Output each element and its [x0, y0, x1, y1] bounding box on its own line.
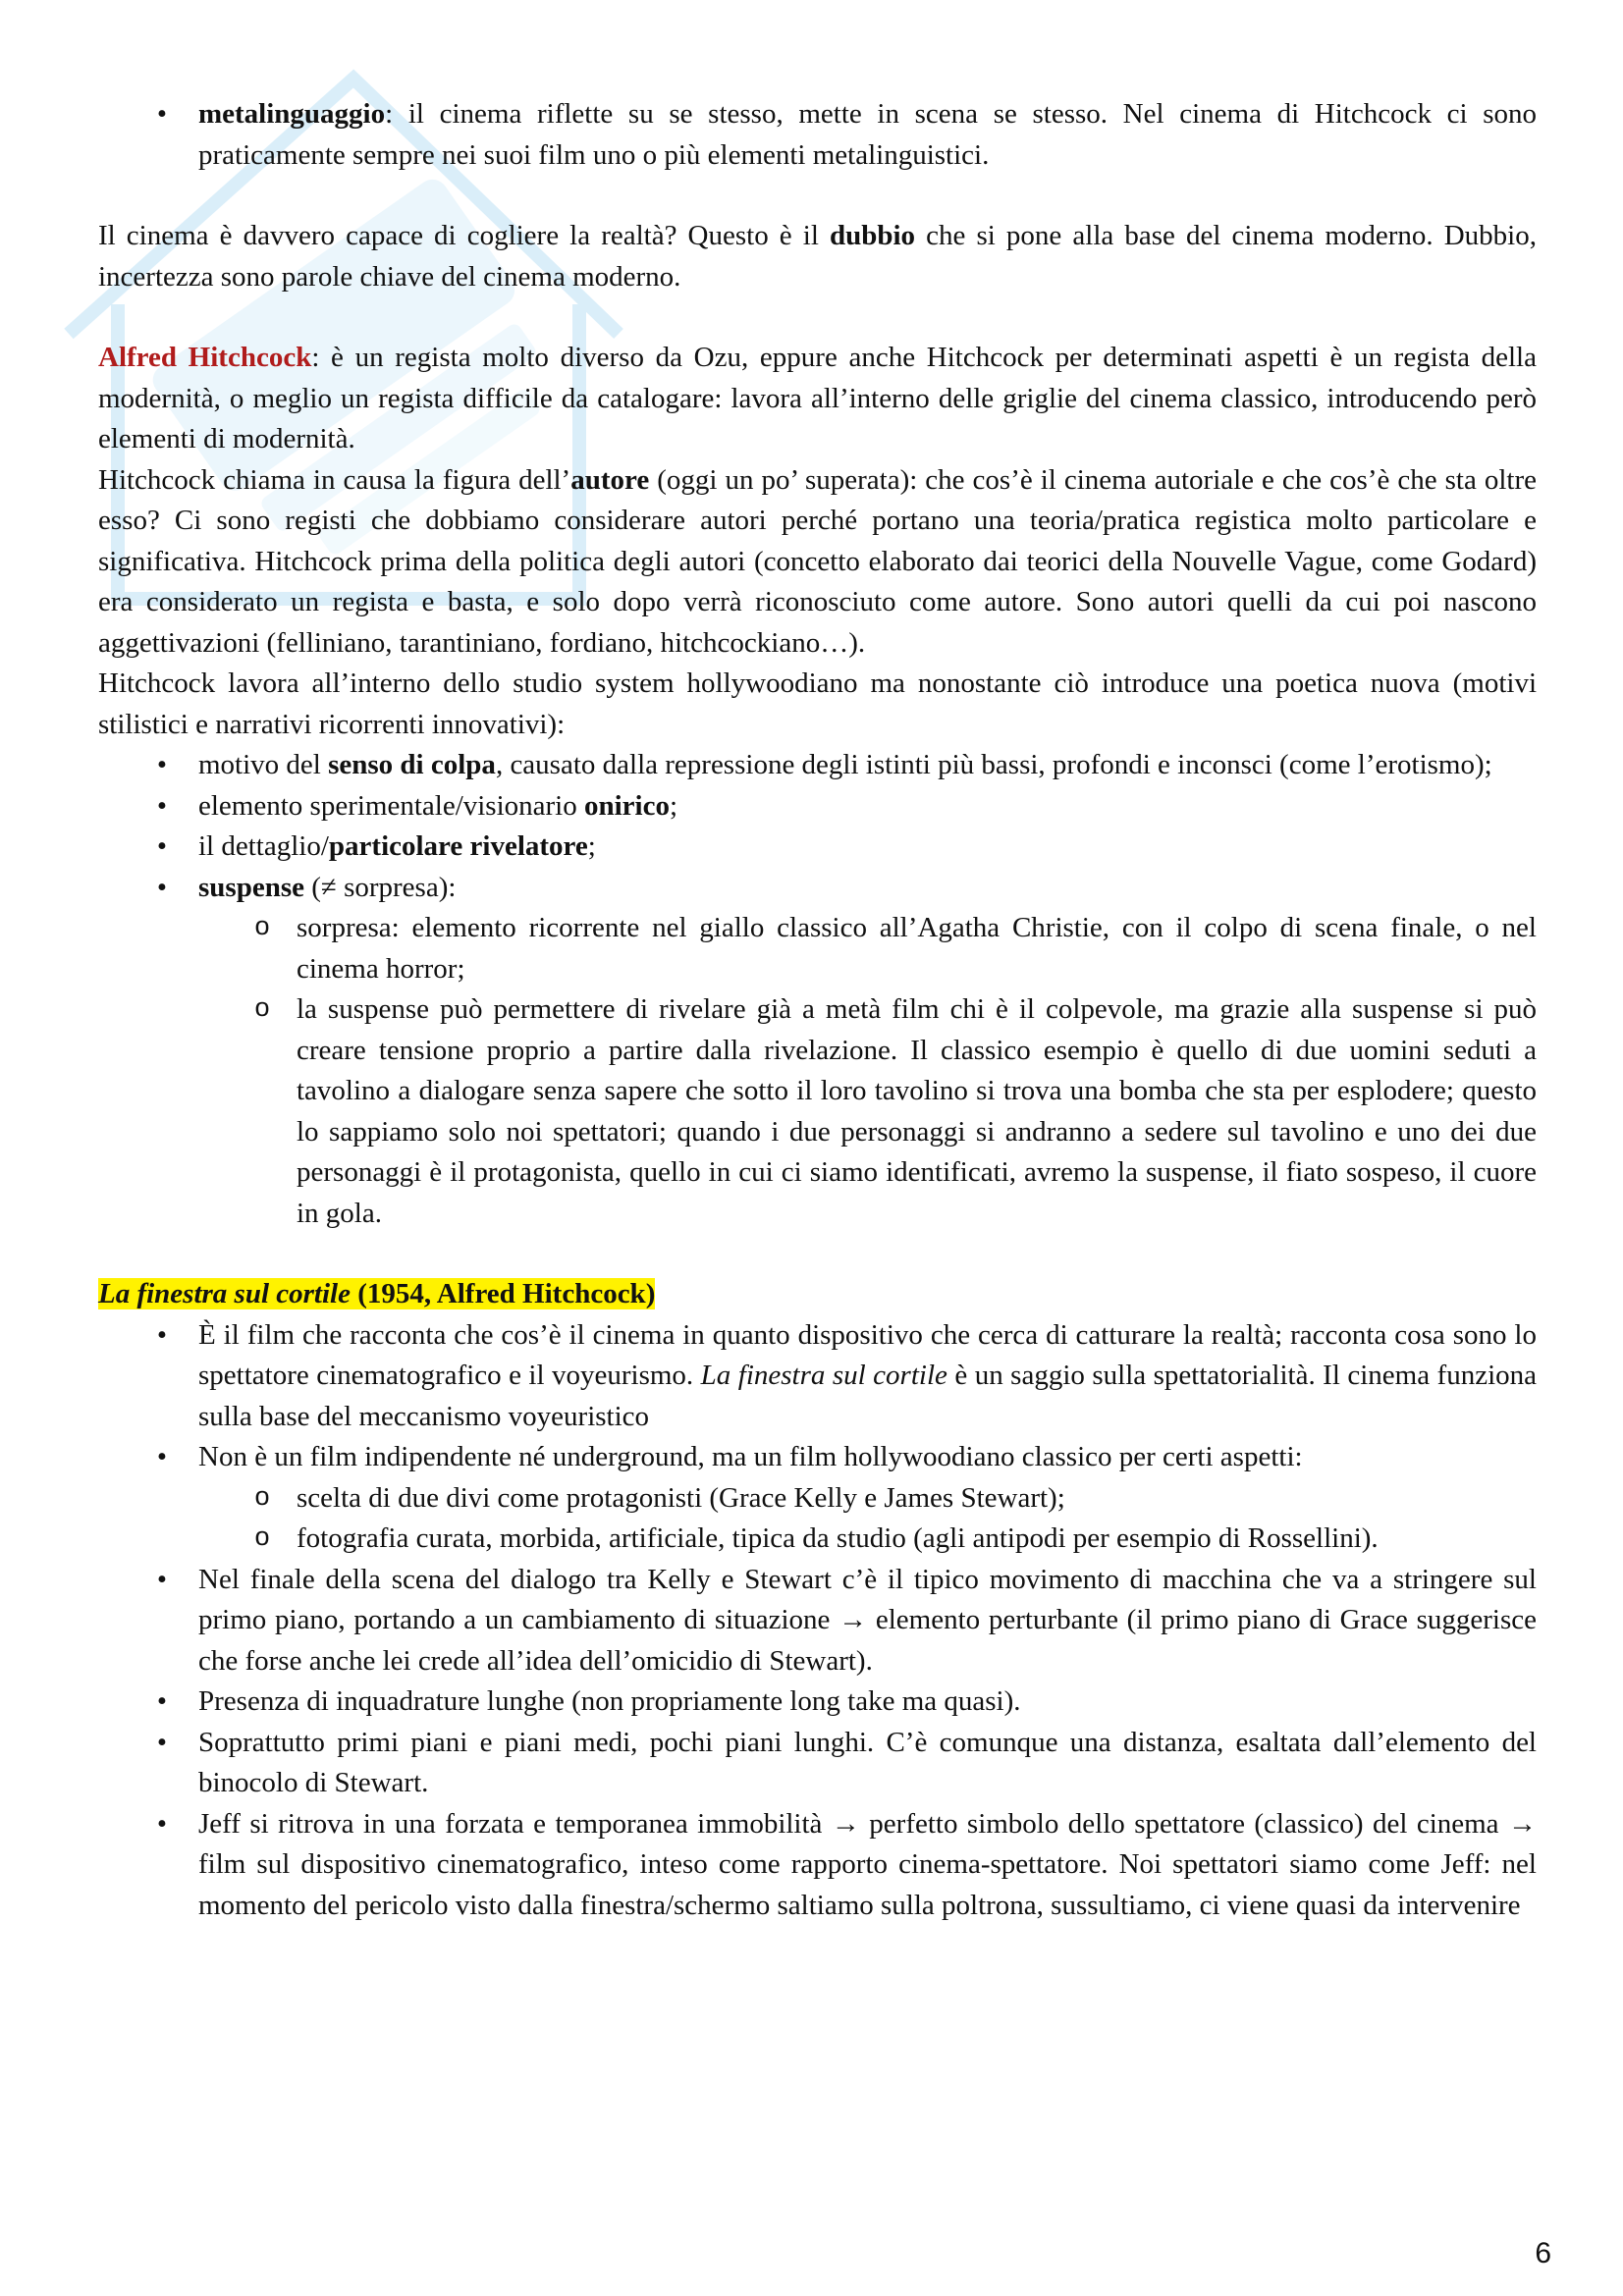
bullet: • — [156, 1563, 168, 1595]
document-page — [98, 94, 1537, 1926]
bullet: • — [156, 749, 168, 780]
list-item: • suspense (≠ sorpresa): — [98, 868, 1537, 909]
list-item: • È il film che racconta che cos’è il cinema in quanto dispositivo che cerca di catturare la realtà; racconta cosa sono lo spettatore cinematografico e il voyeurismo. La finestra sul cortile è un saggio sulla spettatorialità. Il cinema funziona sulla base del meccanismo voyeuristico — [98, 1315, 1537, 1438]
sub-list-item: o sorpresa: elemento ricorrente nel giallo classico all’Agatha Christie, con il colpo di scena finale, o nel cinema horror; — [98, 908, 1537, 989]
sub-list-item: o la suspense può permettere di rivelare già a metà film chi è il colpevole, ma grazie alla suspense si può creare tensione proprio a partire dalla rivelazione. Il classico esempio è quello di due uomini seduti a tavolino a dialogare senza sapere che sotto il loro tavolino si trova una bomba che sta per esplodere; questo lo sappiamo solo noi spettatori; quando i due personaggi si andranno a sedere sul tavolino e uno dei due personaggi è il protagonista, quello in cui ci siamo identificati, avremo la suspense, il fiato sospeso, il cuore in gola. — [98, 989, 1537, 1234]
list-item: • Nel finale della scena del dialogo tra Kelly e Stewart c’è il tipico movimento di macchina che va a stringere sul primo piano, portando a un cambiamento di situazione → elemento perturbante (il primo piano di Grace suggerisce che forse anche lei crede all’idea dell’omicidio di Stewart). — [98, 1560, 1537, 1682]
list-item: • il dettaglio/particolare rivelatore; — [98, 827, 1537, 868]
list-item: • Non è un film indipendente né underground, ma un film hollywoodiano classico per certi aspetti: — [98, 1437, 1537, 1478]
page-number: 6 — [1535, 2237, 1551, 2269]
bullet: • — [156, 98, 168, 130]
hitchcock-heading: Alfred Hitchcock — [98, 342, 312, 373]
list-item: • motivo del senso di colpa, causato dalla repressione degli istinti più bassi, profondi e inconsci (come l’erotismo); — [98, 745, 1537, 786]
bullet: • — [156, 1441, 168, 1472]
bullet: • — [156, 1685, 168, 1717]
bullet: • — [156, 830, 168, 862]
film-heading: La finestra sul cortile (1954, Alfred Hitchcock) — [98, 1278, 656, 1309]
list-item: • Soprattutto primi piani e piani medi, pochi piani lunghi. C’è comunque una distanza, esaltata dall’elemento del binocolo di Stewart. — [98, 1723, 1537, 1804]
sub-bullet: o — [254, 1480, 270, 1511]
list-item: • Presenza di inquadrature lunghe (non propriamente long take ma quasi). — [98, 1682, 1537, 1723]
sub-list-item: o fotografia curata, morbida, artificiale, tipica da studio (agli antipodi per esempio di Rossellini). — [98, 1519, 1537, 1560]
bullet: • — [156, 1318, 168, 1351]
sub-bullet: o — [254, 1522, 270, 1551]
studio-paragraph: Hitchcock lavora all’interno dello studio system hollywoodiano ma nonostante ciò introduce una poetica nuova (motivi stilistici e narrativi ricorrenti innovativi): — [98, 667, 1537, 740]
sub-bullet: o — [254, 992, 270, 1022]
metalanguage-item: • metalinguaggio: il cinema riflette su se stesso, mette in scena se stesso. Nel cinema di Hitchcock ci sono praticamente sempre nei suoi film uno o più elementi metalinguistici. — [98, 94, 1537, 176]
sub-list-item: o scelta di due divi come protagonisti (Grace Kelly e James Stewart); — [98, 1478, 1537, 1520]
sub-bullet: o — [254, 911, 270, 940]
list-item: • elemento sperimentale/visionario onirico; — [98, 786, 1537, 828]
list-item: • Jeff si ritrova in una forzata e temporanea immobilità → perfetto simbolo dello spettatore (classico) del cinema → film sul dispositivo cinematografico, inteso come rapporto cinema-spettatore. Noi spettatori siamo come Jeff: nel momento del pericolo visto dalla finestra/schermo saltiamo sulla poltrona, sussultiamo, ci viene quasi da intervenire — [98, 1804, 1537, 1927]
bullet: • — [156, 789, 168, 822]
term-metalinguaggio: metalinguaggio — [198, 98, 386, 130]
hitchcock-intro: Alfred Hitchcock: è un regista molto diverso da Ozu, eppure anche Hitchcock per determinati aspetti è un regista della modernità, o meglio un regista difficile da catalogare: lavora all’interno delle griglie del cinema classico, introducendo però elementi di modernità. — [98, 342, 1537, 454]
bullet: • — [156, 1726, 168, 1758]
doubt-paragraph: Il cinema è davvero capace di cogliere la realtà? Questo è il dubbio che si pone alla base del cinema moderno. Dubbio, incertezza sono parole chiave del cinema moderno. — [98, 220, 1537, 293]
author-paragraph: Hitchcock chiama in causa la figura dell’autore (oggi un po’ superata): che cos’è il cinema autoriale e che cos’è che sta oltre esso? Ci sono registi che dobbiamo considerare autori perché portano una teoria/pratica registica molto particolare e significativa. Hitchcock prima della politica degli autori (concetto elaborato dai teorici della Nouvelle Vague, come Godard) era considerato un regista e basta, e solo dopo verrà riconosciuto come autore. Sono autori quelli da cui poi nascono aggettivazioni (felliniano, tarantiniano, fordiano, hitchcockiano…). — [98, 463, 1537, 659]
bullet: • — [156, 1807, 168, 1840]
bullet: • — [156, 871, 168, 903]
